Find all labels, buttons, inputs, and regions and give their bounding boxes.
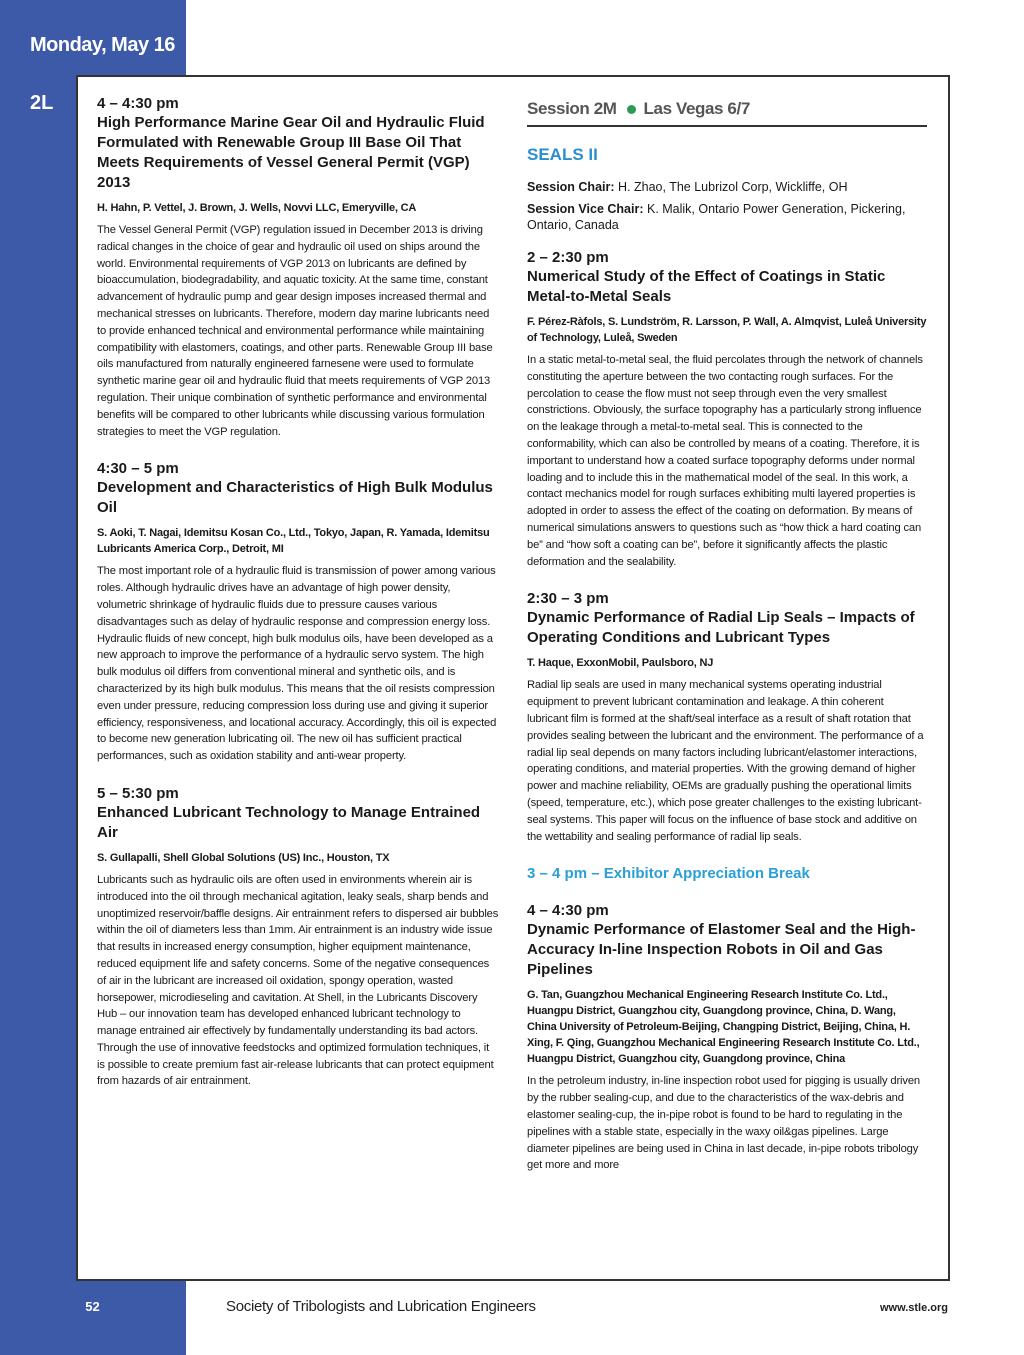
right-column	[527, 99, 927, 1194]
session-chair	[527, 179, 927, 195]
website-link[interactable]: www.stle.org	[879, 1302, 948, 1314]
day-label: Monday, May 16	[30, 34, 175, 56]
presentation-abstract: The most important role of a hydraulic fluid is transmission of power among various roles. Although hydraulic drives have an advantage of high power density, volumetric shrinkage of hydraulic fluids due to pressure causes various disadvantages such as delay of hydraulic response and compression energy loss. Hydraulic fluids of new concept, high bulk modulus oils, have been developed as a new approach to improve the performance of a hydraulic servo system. The high bulk modulus oil differs from conventional mineral and synthetic oils, and is characterized by its high bulk modulus. This means that the oil resists compression even under pressure, reducing compression loss during use and giving it superior efficiency, responsiveness, and locational accuracy. Accordingly, this oil is expected to become new generation lubricating oil. The new oil has sufficient practical performances, such as oxidation stability and anti-wear property.	[97, 565, 497, 763]
presentation-authors: S. Aoki, T. Nagai, Idemitsu Kosan Co., Ltd., Tokyo, Japan, R. Yamada, Idemitsu Lubricants America Corp., Detroit, MI	[97, 527, 490, 556]
session-chair-name: H. Zhao, The Lubrizol Corp, Wickliffe, OH	[618, 180, 848, 194]
presentation-time: 5 – 5:30 pm	[97, 784, 179, 802]
presentation-title: Numerical Study of the Effect of Coatings in Static Metal-to-Metal Seals	[527, 268, 886, 305]
presentation-title: Enhanced Lubricant Technology to Manage Entrained Air	[97, 803, 481, 841]
presentation-item	[97, 785, 499, 1090]
presentation-abstract: Lubricants such as hydraulic oils are often used in environments wherein air is introduced into the oil through mechanical agitation, leaky seals, sharp bends and unoptimized reservoir/baffle designs. Air entrainment refers to dispersed air bubbles within the oil of diameters less than 1mm. Air entrainment is an industry wide issue that results in increased energy consumption, higher equipment maintenance, reduced equipment life and safety concerns. Some of the negative consequences of air in the lubricant are increased oil oxidation, spongy operation, wasted horsepower, microdieseling and cavitation. At Shell, in the Lubricants Discovery Hub – our innovation team has developed enhanced lubricant technology to manage entrained air effectively by fundamentally understanding its bad actors. Through the use of innovative feedstocks and optimized formulation techniques, it is possible to create premium fast air-release lubricants that can protect equipment from hazards of air entrainment.	[97, 873, 499, 1088]
bullet-dot-icon	[627, 105, 636, 114]
presentation-time: 4:30 – 5 pm	[97, 460, 179, 478]
page-footer	[76, 1290, 948, 1326]
presentation-title: Dynamic Performance of Elastomer Seal and the High-Accuracy In-line Inspection Robots in Oil and Gas Pipelines	[527, 921, 916, 979]
presentation-time: 2:30 – 3 pm	[527, 590, 609, 608]
presentation-authors: T. Haque, ExxonMobil, Paulsboro, NJ	[527, 657, 714, 670]
presentation-authors: G. Tan, Guangzhou Mechanical Engineering Research Institute Co. Ltd., Huangpu District, Guangzhou city, Guangdong province, China, D. Wang, China University of Petroleum-Beijing, Changping District, Beijing, China, H. Xing, F. Qing, Guangzhou Mechanical Engineering Research Institute Co. Ltd., Huangpu District, Guangzhou city, Guangdong province, China	[527, 989, 920, 1066]
presentation-authors: F. Pérez-Ràfols, S. Lundström, R. Larsson, P. Wall, A. Almqvist, Luleå University of Technology, Luleå, Sweden	[527, 316, 927, 344]
session-header	[527, 99, 927, 127]
session-location: Las Vegas 6/7	[643, 99, 750, 118]
presentation-item	[97, 460, 499, 765]
presentation-item	[97, 95, 499, 440]
presentation-title: Development and Characteristics of High Bulk Modulus Oil	[97, 479, 493, 517]
presentation-abstract: Radial lip seals are used in many mechanical systems operating industrial equipment to prevent lubricant contamination and leakage. A thin coherent lubricant film is formed at the shaft/seal interface as a result of shaft rotation that provides sealing between the lubricant and the environment. The performance of a radial lip seal depends on many factors including lubricant/elastomer interactions, operating conditions, and material properties. With the growing demand of higher power and machine reliability, OEMs are gradually pushing the operational limits (speed, temperature, etc.), which pose greater challenges to the existing lubricant-seal systems. This paper will focus on the influence of base stock and additive on the wettability and sealing performance of radial lip seals.	[527, 679, 924, 843]
left-column	[97, 95, 499, 1110]
presentation-title: High Performance Marine Gear Oil and Hydraulic Fluid Formulated with Renewable Group III Base Oil That Meets Requirements of Vessel General Permit (VGP) 2013	[97, 114, 485, 191]
session-vice-chair-label: Session Vice Chair:	[527, 202, 644, 216]
presentation-authors: H. Hahn, P. Vettel, J. Brown, J. Wells, Novvi LLC, Emeryville, CA	[97, 202, 417, 214]
break-announcement: 3 – 4 pm – Exhibitor Appreciation Break	[527, 865, 810, 883]
presentation-time: 4 – 4:30 pm	[97, 95, 179, 112]
session-code-label: 2L	[30, 92, 54, 114]
content-frame	[76, 75, 950, 1281]
organization-name: Society of Tribologists and Lubrication Engineers	[226, 1298, 536, 1315]
page-number: 52	[76, 1292, 109, 1322]
presentation-item	[527, 590, 927, 845]
session-vice-chair-name: K. Malik, Ontario Power Generation, Pickering, Ontario, Canada	[527, 202, 906, 232]
presentation-time: 2 – 2:30 pm	[527, 249, 609, 266]
session-title: SEALS II	[527, 145, 598, 164]
presentation-authors: S. Gullapalli, Shell Global Solutions (US) Inc., Houston, TX	[97, 851, 390, 864]
session-label: Session 2M	[527, 99, 617, 118]
session-chair-label: Session Chair:	[527, 180, 615, 194]
presentation-item	[527, 249, 927, 570]
presentation-time: 4 – 4:30 pm	[527, 902, 609, 920]
presentation-abstract: The Vessel General Permit (VGP) regulation issued in December 2013 is driving radical changes in the choice of gear and hydraulic oil used on ships around the world. Environmental requirements of VGP 2013 on lubricants are defined by bioaccumulation, biodegradability, and aquatic toxicity. At the same time, constant advancement of hydraulic pump and gear design imposes increased thermal and mechanical stresses on lubricants. Therefore, modern day marine lubricants need to provide enhanced technical and environmental performance while maintaining compatibility with elastomers, coatings, and other parts. Renewable Group III base oils manufactured from naturally engineered farnesene were used to formulate synthetic marine gear oil and hydraulic fluid that meets requirements of VGP 2013 regulation. Their unique combination of synthetic performance and environmental benefits will be compared to other lubricants while discussing various formulation strategies to meet the VGP regulation.	[97, 224, 493, 438]
presentation-title: Dynamic Performance of Radial Lip Seals – Impacts of Operating Conditions and Lubricant Types	[527, 609, 915, 647]
presentation-abstract: In the petroleum industry, in-line inspection robot used for pigging is usually driven by the rubber sealing-cup, and due to the characteristics of the wax-debris and elastomer sealing-cup, the in-pipe robot is found to be hard to regulating in the pipelines with a stable state, especially in the waxy oil&gas pipelines. Large diameter pipelines are being used in China in last decade, in-pipe robots tribology get more and more	[527, 1075, 920, 1172]
presentation-item	[527, 902, 927, 1174]
presentation-abstract: In a static metal-to-metal seal, the fluid percolates through the network of channels constituting the aperture between the two contacting rough surfaces. For the percolation to cease the flow must not seep through even the very smallest constrictions. Obviously, the surface topography has a particularly strong influence on the leakage through a metal-to-metal seal. This is connected to the conformability, which can also be controlled by means of a coating. Therefore, it is important to understand how a coated surface topography deforms under normal loading and to include this in the mathematical model of the seal. In this work, a contact mechanics model for rough surfaces exhibiting multi layered properties is adopted in order to assess the effect of the coating on deformation. By means of numerical simulations answers to questions such as “how thick a hard coating can be” and “how soft a coating can be”, before it significantly affects the plastic deformation and the sealability.	[527, 354, 923, 568]
session-vice-chair	[527, 201, 927, 233]
